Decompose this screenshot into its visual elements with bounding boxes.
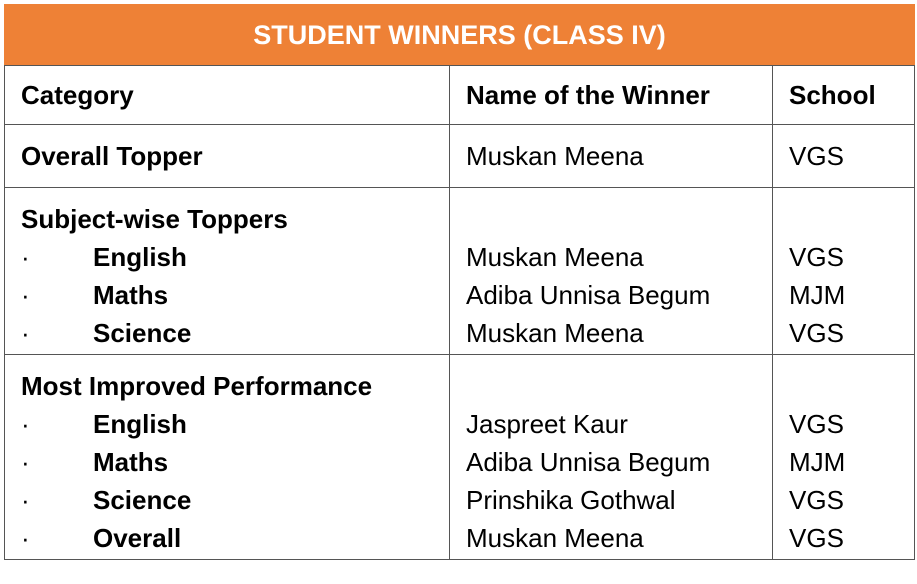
most-improved-title: Most Improved Performance bbox=[21, 371, 373, 401]
winner-name: Muskan Meena bbox=[466, 318, 644, 348]
subject-wise-winner-cell bbox=[450, 188, 773, 355]
list-item bbox=[21, 238, 449, 276]
subject-name: Maths bbox=[93, 447, 169, 477]
winner-name: Prinshika Gothwal bbox=[466, 485, 676, 515]
list-item bbox=[21, 481, 449, 519]
winners-table bbox=[4, 4, 915, 560]
bullet: · bbox=[21, 242, 30, 272]
bullet: · bbox=[21, 447, 30, 477]
subject-name: Overall bbox=[93, 523, 182, 553]
subject-wise-school-cell bbox=[773, 188, 915, 355]
winner-name: Muskan Meena bbox=[466, 523, 644, 553]
list-item bbox=[21, 443, 449, 481]
header-winner: Name of the Winner bbox=[450, 66, 773, 125]
school-name: VGS bbox=[789, 523, 844, 553]
school-name: VGS bbox=[789, 409, 844, 439]
header-category: Category bbox=[5, 66, 450, 125]
school-name: VGS bbox=[789, 242, 844, 272]
list-item bbox=[21, 276, 449, 314]
most-improved-winner-cell bbox=[450, 355, 773, 560]
list-item bbox=[21, 405, 449, 443]
most-improved-row bbox=[5, 355, 915, 560]
school-name: VGS bbox=[789, 485, 844, 515]
subject-wise-category-cell bbox=[5, 188, 450, 355]
overall-topper-row bbox=[5, 125, 915, 188]
overall-topper-category: Overall Topper bbox=[5, 125, 450, 188]
school-name: VGS bbox=[789, 318, 844, 348]
subject-name: English bbox=[93, 409, 187, 439]
subject-name: English bbox=[93, 242, 187, 272]
most-improved-category-cell bbox=[5, 355, 450, 560]
bullet: · bbox=[21, 318, 30, 348]
winner-name: Adiba Unnisa Begum bbox=[466, 280, 711, 310]
overall-topper-winner: Muskan Meena bbox=[450, 125, 773, 188]
header-row bbox=[5, 66, 915, 125]
bullet: · bbox=[21, 409, 30, 439]
header-school: School bbox=[773, 66, 915, 125]
bullet: · bbox=[21, 485, 30, 515]
overall-topper-school: VGS bbox=[773, 125, 915, 188]
table-title: STUDENT WINNERS (CLASS IV) bbox=[5, 5, 915, 66]
subject-wise-title: Subject-wise Toppers bbox=[21, 204, 288, 234]
bullet: · bbox=[21, 280, 30, 310]
winner-name: Adiba Unnisa Begum bbox=[466, 447, 711, 477]
bullet: · bbox=[21, 523, 30, 553]
most-improved-school-cell bbox=[773, 355, 915, 560]
subject-wise-row bbox=[5, 188, 915, 355]
winner-name: Jaspreet Kaur bbox=[466, 409, 628, 439]
list-item bbox=[21, 519, 449, 557]
school-name: MJM bbox=[789, 280, 846, 310]
winner-name: Muskan Meena bbox=[466, 242, 644, 272]
subject-name: Science bbox=[93, 318, 192, 348]
subject-name: Science bbox=[93, 485, 192, 515]
subject-name: Maths bbox=[93, 280, 169, 310]
list-item bbox=[21, 314, 449, 352]
winners-table-container bbox=[4, 4, 914, 560]
school-name: MJM bbox=[789, 447, 846, 477]
